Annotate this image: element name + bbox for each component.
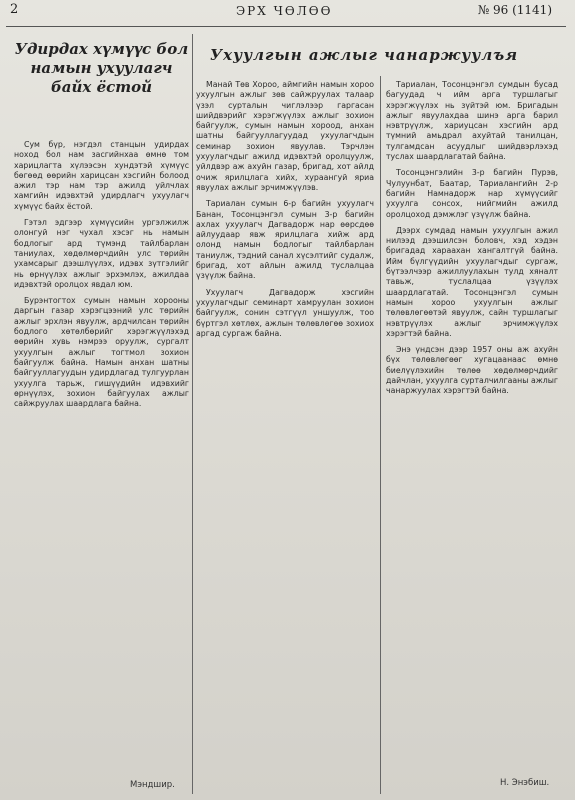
main-article-signature: Н. Энэбиш. xyxy=(500,778,550,788)
left-article-paragraph: Бурэнтогтох сумын намын хорооны даргын газар хэрэгцээний улс төрийн ажлыг эрхлэн явуулж, ардчилсан төрийн бодлого хөтөлбөрийг хэрэгжүүлэхэд өөрийн хувь нэмрээ оруулж, сургалт ухуулгын ажлыг тогтмол зохион байгуулж байна. Намын анхан шатны байгууллагуудын удирдлагад тулгуурлан ухуулга тарьж, гишүүдийн идэвхийг өрнүүлэх, зохион байгуулах ажлыг сайжруулах шаардлага байна. xyxy=(14,296,189,409)
main-article-column-2 xyxy=(386,80,558,755)
left-article-title: Удирдах хүмүүс бол намын ухуулагч байх ёстой xyxy=(14,40,189,96)
issue-number: № 96 (1141) xyxy=(477,3,552,17)
main-article-column-1 xyxy=(196,80,374,780)
left-article-signature: Мэндшир. xyxy=(130,780,175,790)
newspaper-name: ЭРХ ЧӨЛӨӨ xyxy=(236,4,333,18)
main-article-paragraph: Манай Төв Хороо, аймгийн намын хороо ухуулгын ажлыг зөв сайжруулах талаар үзэл сурталын чиглэлээр гаргасан шийдвэрийг хэрэгжүүлэх ажлыг зохион байгуулж, сумын намын хороод, анхан шатны байгууллагуудад ухуулагчдын семинар зохион явуулав. Тэрчлэн ухуулагчдыг ажилд идэвхтэй оролцуулж, уйлдвэр аж ахуйн газар, бригад, хот айлд очиж ярилцлага хийх, хураангуй яриа явуулах ажлыг эрчимжүүлэв. xyxy=(196,80,374,192)
column-divider xyxy=(192,34,193,794)
main-article-title: Ухуулгын ажлыг чанаржуулъя xyxy=(210,46,519,64)
main-article-paragraph: Дээрх сумдад намын ухуулгын ажил нилээд дээшилсэн боловч, хэд хэдэн бригадад хараахан хангалтгүй байна. Ийм бүлгүүдийн ухуулагчдыг сургаж, бүтээлчээр ажиллуулахын тулд хяналт тавьж, туслалцаа үзүүлэх шаардлагатай. Тосонцэнгэл сумын намын хороо ухуулгын ажлыг төлөвлөгөөтэй явуулж, сайн туршлагыг нэвтрүүлэх ажлыг эрчимжүүлэх хэрэгтэй байна. xyxy=(386,225,558,338)
main-article-paragraph: Тариалан сумын 6-р багийн ухуулагч Банан, Тосонцэнгэл сумын 3-р багийн ахлах ухуулагч Дагвадорж нар өөрсдөө айлуудаар явж ярилцлага хийж ард олонд намын бодлогыг тайлбарлан таниулж, тэдний санал хүсэлтийг судалж, бригад, хот айлын ажилд туслалцаа үзүүлж байна. xyxy=(196,199,374,281)
main-article-paragraph: Тариалан, Тосонцэнгэл сумдын бусад багуудад ч ийм арга туршлагыг хэрэгжүүлэх нь зүйтэй юм. Бригадын ажлыг явуулахдаа шинэ арга барил нэвтрүүлж, хариуцсан хэсгийн ард түмний амьдрал ахуйтай танилцан, тулгамдсан асуудлыг шийдвэрлэхэд туслах шаардлагатай байна. xyxy=(386,80,558,162)
page-header xyxy=(6,0,566,27)
left-article-body xyxy=(14,140,189,780)
column-divider xyxy=(380,76,381,794)
main-article-paragraph: Энэ үндсэн дээр 1957 оны аж ахуйн бүх төлөвлөгөөг хугацаанаас өмнө биелүүлэхийн төлөө хөдөлмөрчдийг дайчлан, ухуулга сурталчилгааны ажлыг чанаржуулах хэрэгтэй байна. xyxy=(386,345,558,396)
main-article-paragraph: Ухуулагч Дагвадорж хэсгийн ухуулагчдыг семинарт хамруулан зохион байгуулж, сонин сэтгүүл уншуулж, тоо бүртгэл хөтлөх, ажлын төлөвлөгөө зохиох аргад сургаж байна. xyxy=(196,287,374,338)
page-number: 2 xyxy=(10,2,19,17)
main-article-paragraph: Тосонцэнгэлийн 3-р багийн Пурэв, Чулуунбат, Баатар, Тариалангийн 2-р багийн Намнадорж нар хүмүүсийг ухуулга сонсох, нийгмийн ажилд оролцоход дэмжлэг үзүүлж байна. xyxy=(386,168,558,219)
left-article-paragraph: Сум бүр, нэгдэл станцын удирдах ноход бол нам засгийнхаа өмнө том харицлагта хүлээсэн хундэтэй хүмүүс бөгөөд өөрийн харицсан хэсгийн болоод ажил тэр нам тэр ажилд уйлчлах хамгийн идэвхтэй удирдлагч ухуулагч хүмүүс байх ёстой. xyxy=(14,140,189,211)
left-article-paragraph: Гэтэл эдгээр хүмүүсийн ургэлжилж олонгуй нэг чухал хэсэг нь намын бодлогыг ард түмэнд тайлбарлан таниулах, хөдөлмөрчдийн улс төрийн ухамсарыг дээшлүүлэх, идэвх зүтгэлийг нь өрнүүлэх ажлыг эрхэмлэх, ажилдаа идэвхтэй оролцох явдал юм. xyxy=(14,218,189,289)
